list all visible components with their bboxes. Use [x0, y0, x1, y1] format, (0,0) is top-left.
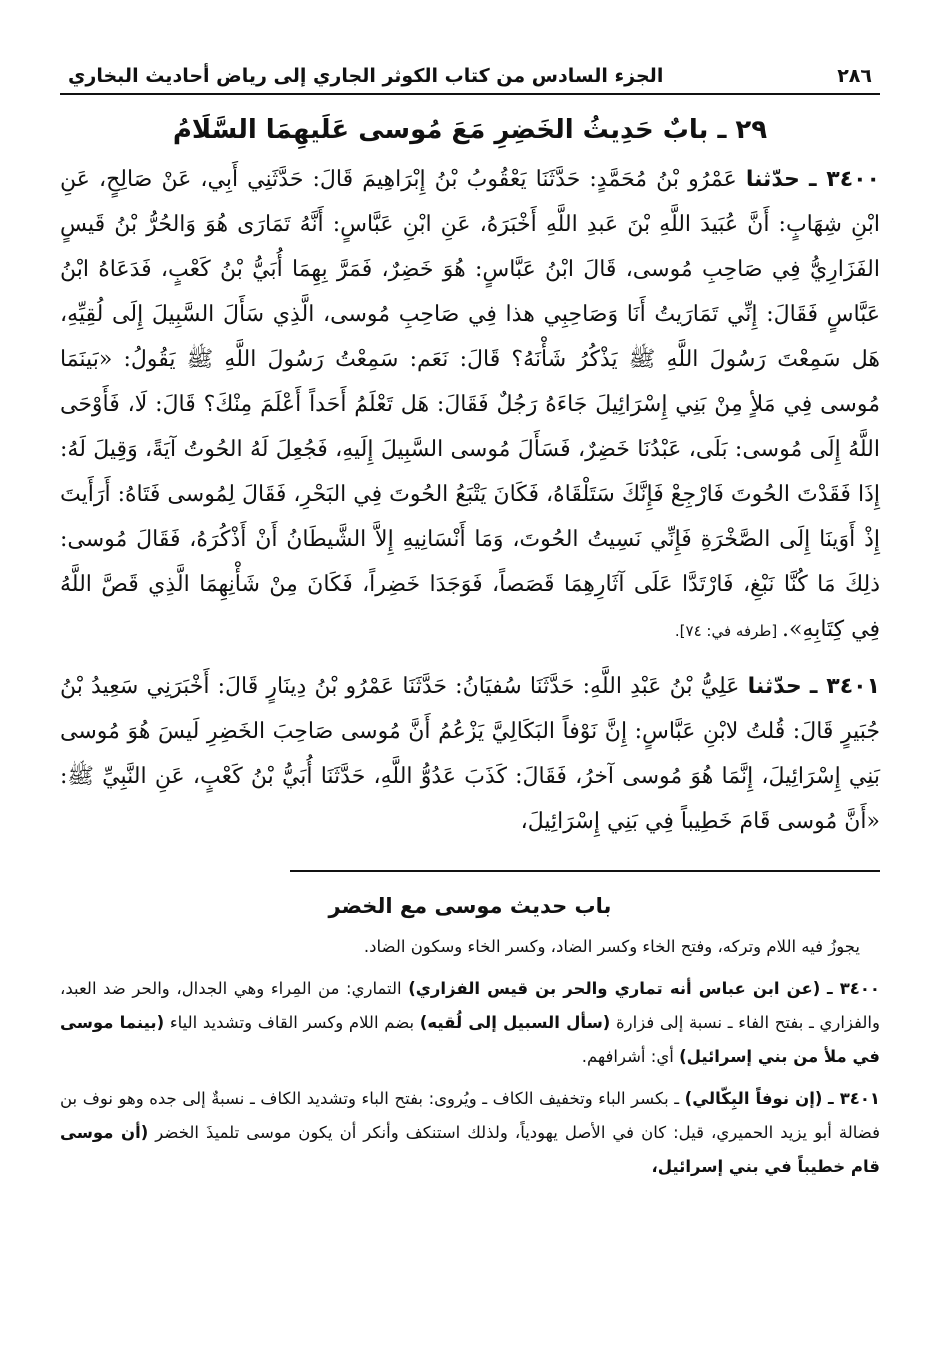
hadith-text: عَلِيُّ بْنُ عَبْدِ اللَّهِ: حَدَّثَنَا سُفيَانُ: حَدَّثَنَا عَمْرُو بْنُ دِينَارٍ قَالَ: أَخْبَرَنِي سَعِيدُ بْنُ جُبَيرٍ قَالَ: قُلتُ لابْنِ عَبَّاسٍ: إِنَّ نَوْفاً البَكَالِيَّ يَزْعُمُ أَنَّ مُوسى صَاحِبَ الخَضِرِ لَيسَ هُوَ مُوسى بَنِي إِسْرَائِيلَ، إِنَّمَا هُوَ مُوسى آخرُ، فَقَالَ: كَذَبَ عَدُوُّ اللَّهِ، حَدَّثَنَا أُبَيُّ بْنُ كَعْبٍ، عَنِ النَّبِيِّ ﷺ: «أَنَّ مُوسى قَامَ خَطِيباً فِي بَنِي إِسْرَائِيلَ،: [60, 674, 880, 834]
commentary-text: بضم اللام وكسر القاف وتشديد الياء: [164, 1013, 420, 1032]
chapter-title: ٢٩ ـ بابٌ حَدِيثُ الخَضِرِ مَعَ مُوسى عَلَيهِمَا السَّلَامُ: [172, 115, 768, 145]
hadith-number: ٣٤٠٠ ـ: [808, 167, 880, 192]
page-number: ٢٨٦: [837, 65, 872, 87]
commentary-intro: يجوزُ فيه اللام وتركه، وفتح الخاء وكسر الضاد، وكسر الخاء وسكون الضاد.: [363, 937, 860, 956]
commentary-text: التماري: من المِراء وهي الجدال، والحر ضد العبد، والفزاري ـ بفتح الفاء ـ نسبة إلى فزارة: [60, 979, 880, 1032]
hadith-3400: [60, 157, 880, 654]
commentary-number: ٣٤٠١ ـ: [827, 1089, 880, 1108]
hadith-lead: حدّثنا: [745, 167, 800, 192]
hadith-3401: [60, 664, 880, 844]
book-page: [60, 55, 880, 1192]
commentary-number: ٣٤٠٠ ـ: [826, 979, 880, 998]
commentary-3401: [60, 1082, 880, 1184]
commentary-3400: [60, 972, 880, 1074]
quoted-phrase: (سأل السبيل إلى لُقيه): [419, 1013, 611, 1032]
quoted-phrase: (أن موسى قام خطيباً في بني إسرائيل،: [60, 1123, 880, 1176]
quoted-phrase: (إن نوفاً البِكّالي): [684, 1089, 823, 1108]
footnote-separator: [290, 870, 880, 872]
hadith-text: عَمْرُو بْنُ مُحَمَّدٍ: حَدَّثَنَا يَعْقُوبُ بْنُ إِبْرَاهِيمَ قَالَ: حَدَّثَنِي أَبِي، عَنْ صَالِحٍ، عَنِ ابْنِ شِهَابٍ: أَنَّ عُبَيدَ اللَّهِ بْنَ عَبدِ اللَّهِ أَخْبَرَهُ، عَنِ ابْنِ عَبَّاسٍ: أَنَّهُ تَمَارَى هُوَ وَالحُرُّ بْنُ قَيسٍ الفَزَارِيُّ فِي صَاحِبِ مُوسى، قَالَ ابْنُ عَبَّاسٍ: هُوَ خَضِرٌ، فَمَرَّ بِهِمَا أُبَيُّ بْنُ كَعْبٍ، فَدَعَاهُ ابْنُ عَبَّاسٍ فَقَالَ: إِنِّي تَمَارَيتُ أَنَا وَصَاحِبِي هذا فِي صَاحِبِ مُوسى، الَّذِي سَأَلَ السَّبِيلَ إِلَى لُقِيِّهِ، هَل سَمِعْتَ رَسُولَ اللَّهِ ﷺ يَذْكُرُ شَأْنَهُ؟ قَالَ: نَعَم: سَمِعْتُ رَسُولَ اللَّهِ ﷺ يَقُولُ: «بَينَمَا مُوسى فِي مَلأٍ مِنْ بَنِي إِسْرَائِيلَ جَاءَهُ رَجُلٌ فَقَالَ: هَل تَعْلَمُ أَحَداً أَعْلَمَ مِنْكَ؟ قَالَ: لَا، فَأَوْحَى اللَّهُ إِلَى مُوسى: بَلَى، عَبْدُنَا خَضِرٌ، فَسَأَلَ مُوسى السَّبِيلَ إِلَيهِ، فَجُعِلَ لَهُ الحُوتُ آيَةً، وَقِيلَ لَهُ: إِذَا فَقَدْتَ الحُوتَ فَارْجِعْ فَإِنَّكَ سَتَلْقَاهُ، فَكَانَ يَتْبَعُ الحُوتَ فِي البَحْرِ، فَقَالَ لِمُوسى فَتَاهُ: أَرَأَيتَ إِذْ أَوَينَا إِلَى الصَّخْرَةِ فَإِنِّي نَسِيتُ الحُوتَ، وَمَا أَنْسَانِيهِ إِلاَّ الشَّيطَانُ أَنْ أَذْكُرَهُ، فَقَالَ مُوسى: ذلِكَ مَا كُنَّا نَبْغِ، فَارْتَدَّا عَلَى آثَارِهِمَا قَصَصاً، فَوَجَدَا خَضِراً، فَكَانَ مِنْ شَأْنِهِمَا الَّذِي قَصَّ اللَّهُ فِي كِتَابِهِ».: [60, 167, 881, 642]
quoted-phrase: (عن ابن عباس أنه تماري والحر بن قيس الفزاري): [408, 979, 821, 998]
commentary-text: أي: أشرافهم.: [581, 1047, 680, 1066]
page-header: [60, 55, 880, 95]
hadith-lead: حدّثنا: [747, 674, 802, 699]
commentary-title: باب حديث موسى مع الخضر: [328, 894, 612, 918]
hadith-number: ٣٤٠١ ـ: [809, 674, 880, 699]
running-title: الجزء السادس من كتاب الكوثر الجاري إلى رياض أحاديث البخاري: [68, 65, 664, 87]
commentary-text: ـ بكسر الباء وتخفيف الكاف ـ ويُروى: بفتح الباء وتشديد الكاف ـ نسبةٌ إلى جده وهو نوف بن فضالة أبو يزيد الحميري، قيل: كان في الأصل يهودياً، ولذلك استنكف وأنكر أن يكون موسى تلميذَ الخضر: [60, 1089, 880, 1142]
quoted-phrase: (بينما موسى في ملأ من بني إسرائيل): [60, 1013, 880, 1066]
tarafuh-reference: [طرفه في: ٧٤].: [674, 622, 782, 640]
